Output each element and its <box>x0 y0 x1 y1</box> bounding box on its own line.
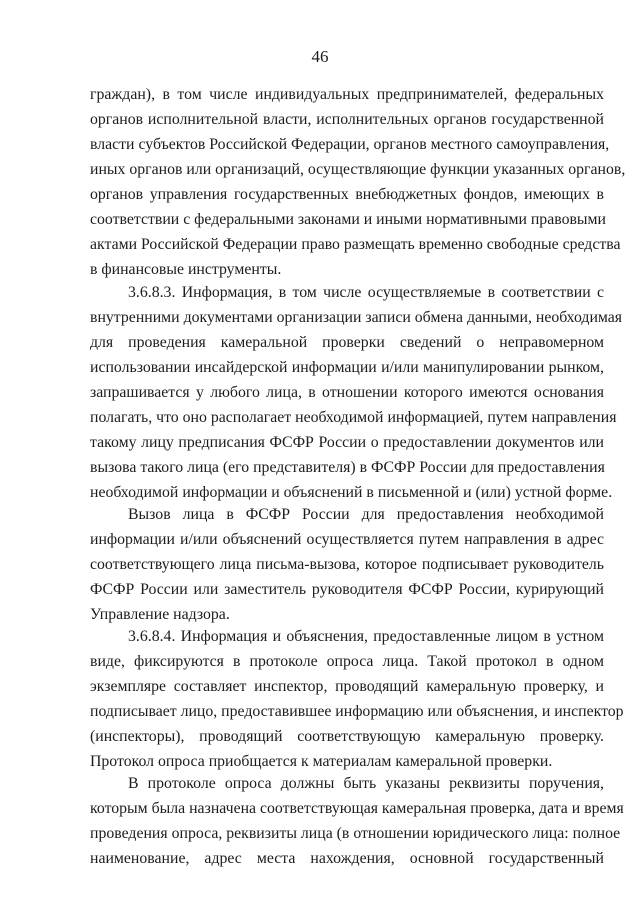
text-line: внутренними документами организации записи обмена данными, необходимая <box>90 309 623 326</box>
text-line: полагать, что оно располагает необходимой информацией, путем направления <box>90 409 617 426</box>
text-line: для проведения камеральной проверки сведений о неправомерном <box>90 334 604 351</box>
text-line: наименование, адрес места нахождения, основной государственный <box>90 850 604 867</box>
text-line: органов исполнительной власти, исполнительных органов государственной <box>90 111 604 128</box>
text-line: иных органов или организаций, осуществляющие функции указанных органов, <box>90 161 626 178</box>
text-line: Управление надзора. <box>90 606 230 623</box>
text-line: проведения опроса, реквизиты лица (в отношении юридического лица: полное <box>90 825 621 842</box>
text-line: (инспекторы), проводящий соответствующую камеральную проверку. <box>90 728 604 745</box>
text-line: 3.6.8.4. Информация и объяснения, предоставленные лицом в устном <box>128 628 604 645</box>
text-line: запрашивается у любого лица, в отношении которого имеются основания <box>90 384 604 401</box>
text-line: органов управления государственных внебюджетных фондов, имеющих в <box>90 186 604 203</box>
page-number: 46 <box>311 47 329 66</box>
text-line: Протокол опроса приобщается к материалам камеральной проверки. <box>90 753 553 770</box>
text-line: использовании инсайдерской информации и/или манипулировании рынком, <box>90 359 604 376</box>
text-line: виде, фиксируются в протоколе опроса лица. Такой протокол в одном <box>90 653 604 670</box>
text-line: в финансовые инструменты. <box>90 261 282 278</box>
text-line: такому лицу предписания ФСФР России о предоставлении документов или <box>90 434 604 451</box>
text-line: 3.6.8.3. Информация, в том числе осуществляемые в соответствии с <box>128 284 604 301</box>
text-line: которым была назначена соответствующая камеральная проверка, дата и время <box>90 800 624 817</box>
text-line: необходимой информации и объяснений в письменной и (или) устной форме. <box>90 484 613 501</box>
text-line: экземпляре составляет инспектор, проводящий камеральную проверку, и <box>90 678 604 695</box>
text-line: подписывает лицо, предоставившее информацию или объяснения, и инспектор <box>90 703 624 720</box>
text-line: Вызов лица в ФСФР России для предоставления необходимой <box>128 506 604 523</box>
text-line: граждан), в том числе индивидуальных предпринимателей, федеральных <box>90 86 604 103</box>
text-line: вызова такого лица (его представителя) в ФСФР России для предоставления <box>90 459 605 476</box>
text-line: информации и/или объяснений осуществляется путем направления в адрес <box>90 531 604 548</box>
text-line: власти субъектов Российской Федерации, органов местного самоуправления, <box>90 136 610 153</box>
text-line: соответствующего лица письма-вызова, которое подписывает руководитель <box>90 556 604 573</box>
text-line: соответствии с федеральными законами и иными нормативными правовыми <box>90 211 606 228</box>
text-line: ФСФР России или заместитель руководителя ФСФР России, курирующий <box>90 581 604 598</box>
text-line: В протоколе опроса должны быть указаны реквизиты поручения, <box>128 775 604 792</box>
text-line: актами Российской Федерации право размещать временно свободные средства <box>90 236 621 253</box>
